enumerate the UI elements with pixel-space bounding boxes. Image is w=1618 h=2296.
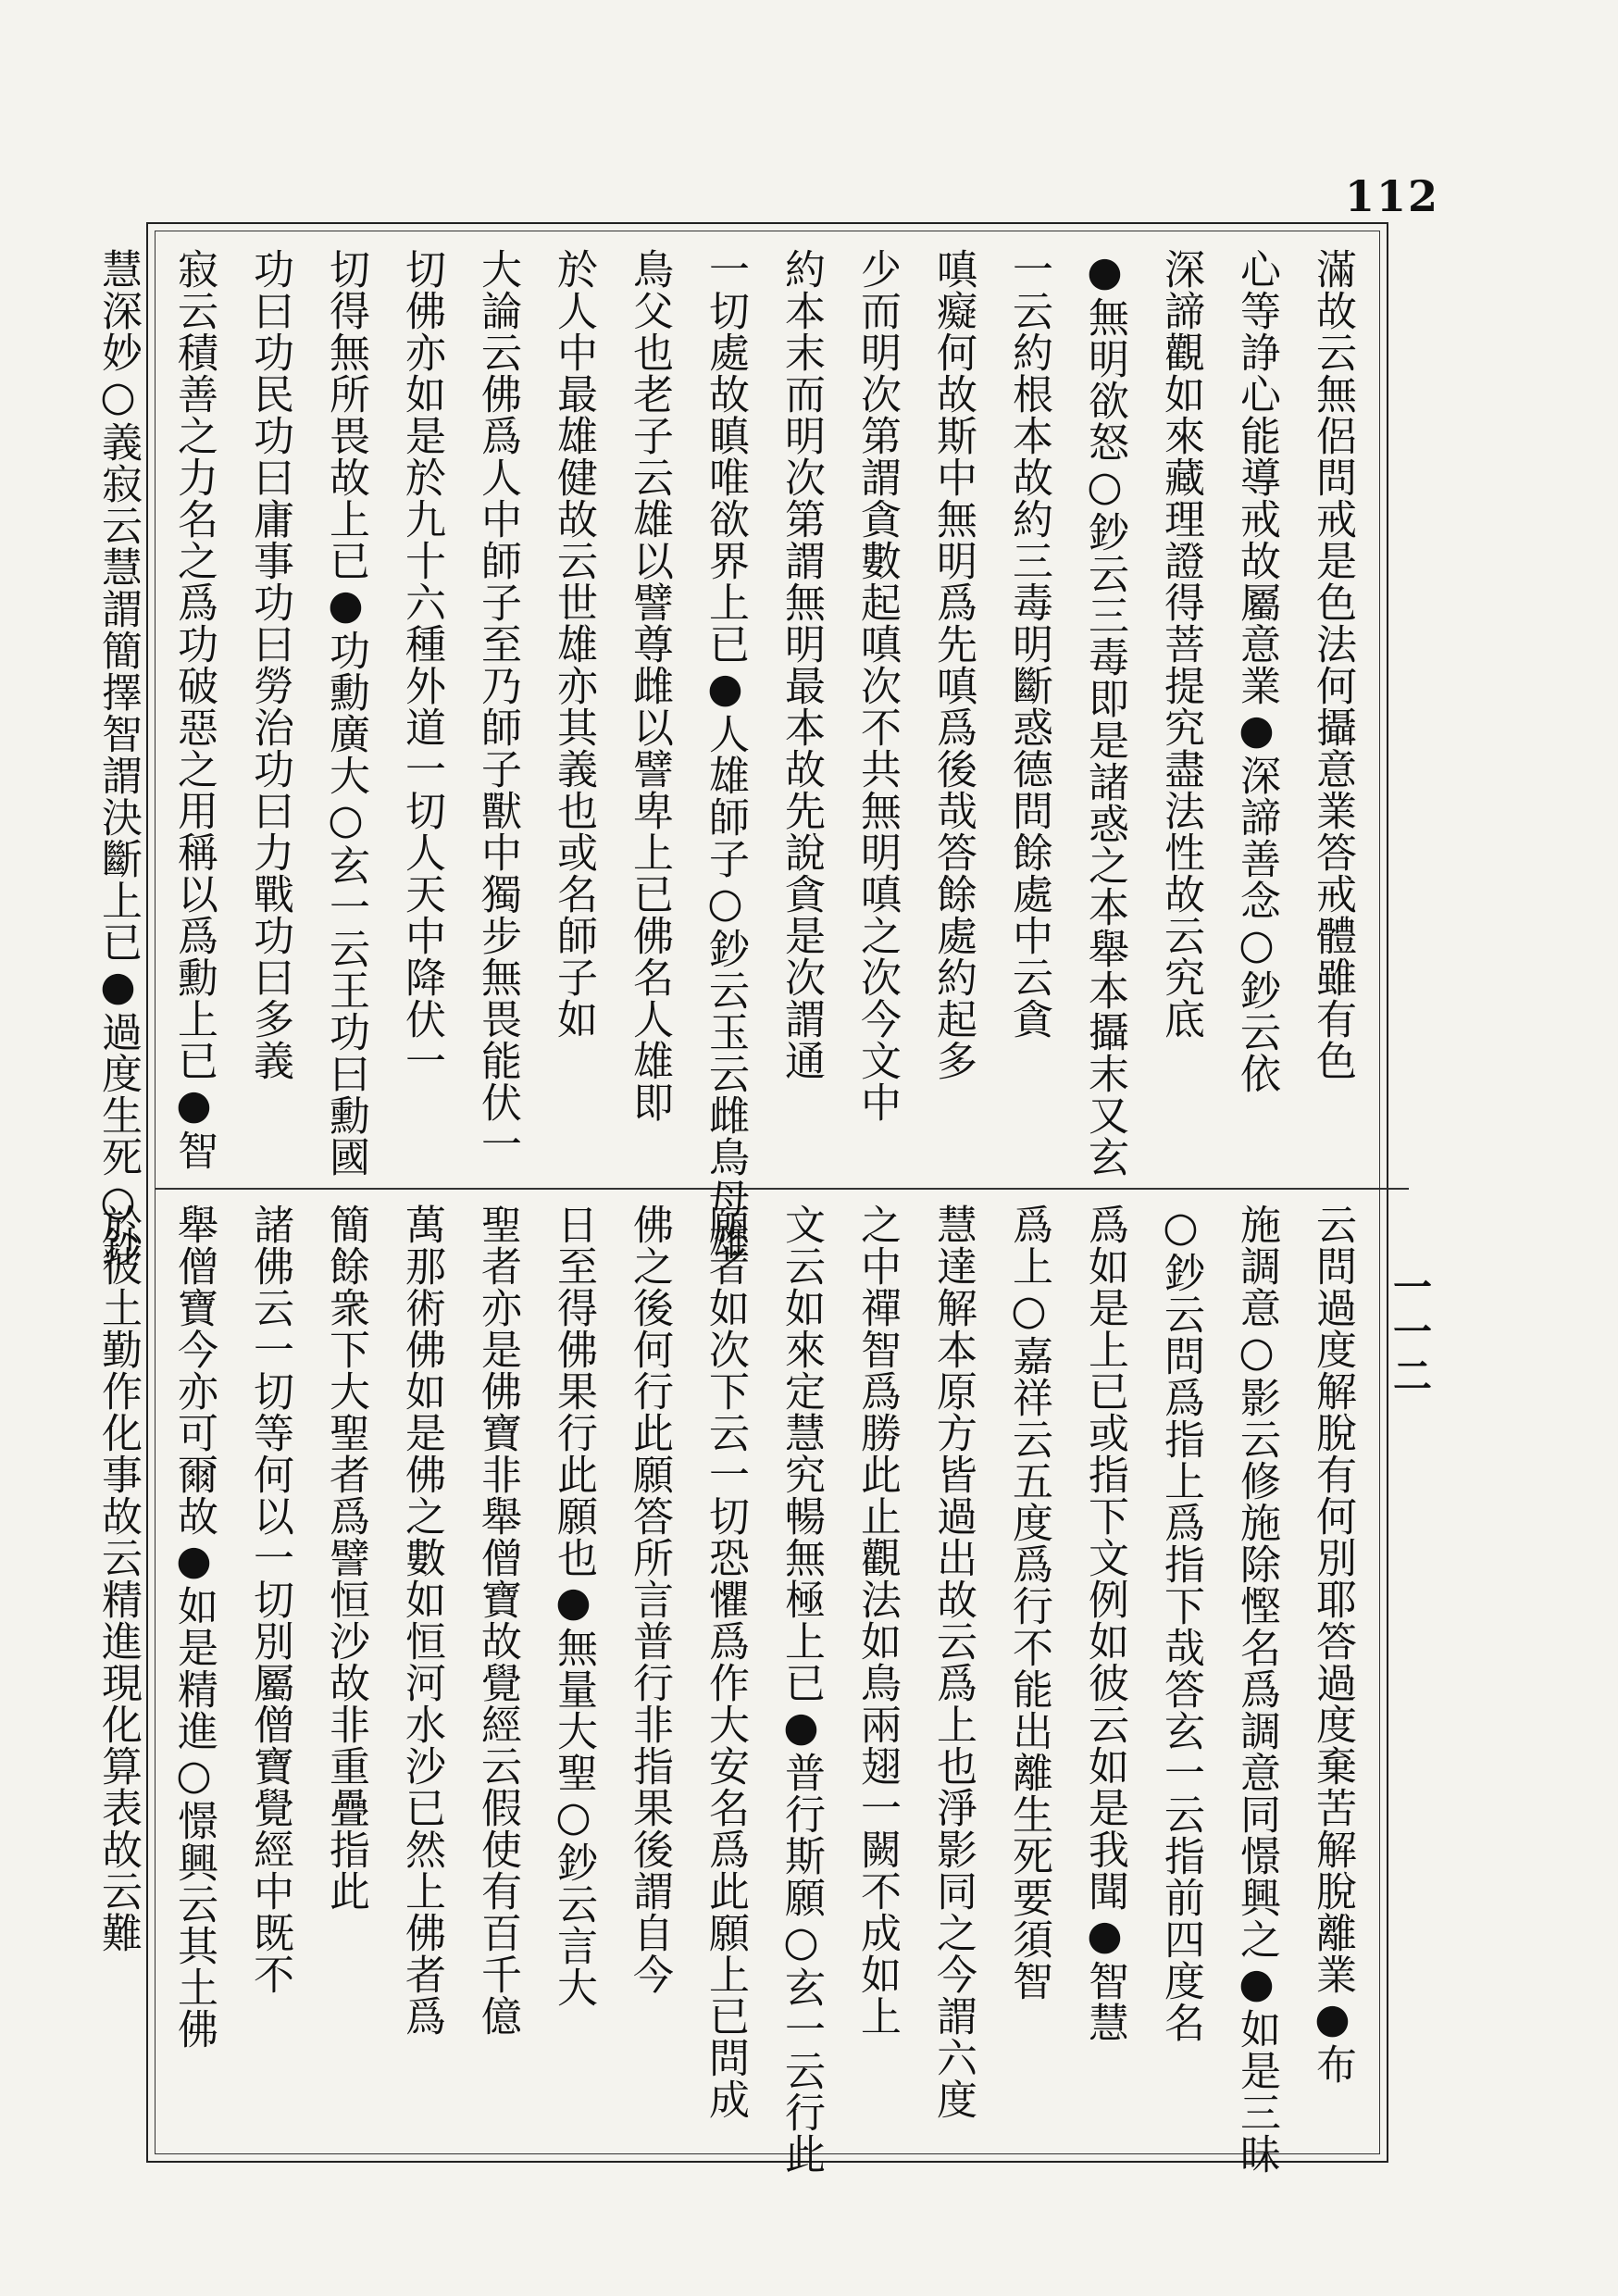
text-column: ●無明欲怒○鈔云三毒即是諸惑之本舉本攝末又玄 [1081,248,1128,1178]
text-column: 深諦觀如來藏理證得菩提究盡法性故云究底 [1157,248,1204,1040]
text-column: 心等諍心能導戒故屬意業●深諦善念○鈔云依 [1233,248,1280,1094]
text-column: 一切處故瞋唯欲界上已●人雄師子○鈔云玉云雌鳥母雄 [702,248,749,1261]
text-column: 鳥父也老子云雄以譬尊雌以譬卑上已佛名人雄即 [626,248,673,1123]
text-column: 嗔癡何故斯中無明爲先嗔爲後哉答餘處約起多 [929,248,977,1081]
text-column: 於彼土勤作化事故云精進現化算表故云難 [94,1204,142,1953]
text-column: 於人中最雄健故云世雄亦其義也或名師子如 [550,248,597,1040]
text-column: 慧達解本原方皆過出故云爲上也淨影同之今謂六度 [929,1204,977,2120]
text-column: 功曰功民功曰庸事功曰勞治功曰力戰功曰多義 [246,248,293,1081]
text-column: 之中禪智爲勝此止觀法如鳥兩翅一闕不成如上 [853,1204,901,2037]
text-column: 約本末而明次第謂無明最本故先說貪是次謂通 [778,248,825,1081]
text-column: 萬那術佛如是佛之數如恒河水沙已然上佛者爲 [398,1204,445,2037]
page-number: 112 [1344,171,1439,221]
text-column: 聖者亦是佛寶非舉僧寶故覺經云假使有百千億 [474,1204,521,2037]
text-column: 爲上○嘉祥云五度爲行不能出離生死要須智 [1005,1204,1052,2002]
text-column: 施調意○影云修施除慳名爲調意同憬興之●如是三昧 [1233,1204,1280,2175]
text-column: 簡餘衆下大聖者爲譬恒沙故非重疊指此 [322,1204,369,1912]
text-column: 滿故云無侶問戒是色法何攝意業答戒體雖有色 [1309,248,1356,1081]
text-column: 舉僧寶今亦可爾故●如是精進○憬興云其土佛 [170,1204,218,2050]
upper-text-block [94,248,1370,1267]
text-column: 佛之後何行此願答所言普行非指果後謂自今 [626,1204,673,1995]
text-column: 寂云積善之力名之爲功破惡之用稱以爲勳上已●智 [170,248,218,1171]
text-column: 云問過度解脫有何別耶答過度棄苦解脫離業●布 [1309,1204,1356,2085]
text-column: 文云如來定慧究暢無極上已●普行斯願○玄一云行此 [778,1204,825,2175]
text-column: 願者如次下云一切恐懼爲作大安名爲此願上已問成 [702,1204,749,2120]
text-column: 切得無所畏故上已●功勳廣大○玄一云王功曰勳國 [322,248,369,1178]
text-column: 爲如是上已或指下文例如彼云如是我聞●智慧 [1081,1204,1128,2043]
text-column: 日至得佛果行此願也●無量大聖○鈔云言大 [550,1204,597,2008]
side-page-label: 一一二 [1388,1267,1433,1400]
text-column: 一云約根本故約三毒明斷惑德問餘處中云貪 [1005,248,1052,1040]
text-column: 少而明次第謂貪數起嗔次不共無明嗔之次今文中 [853,248,901,1123]
section-divider [155,1188,1409,1190]
text-column: ○鈔云問爲指上爲指下哉答玄一云指前四度名 [1157,1204,1204,2043]
text-column: 切佛亦如是於九十六種外道一切人天中降伏一 [398,248,445,1081]
text-column: 慧深妙○義寂云慧謂簡擇智謂決斷上已●過度生死○鈔 [94,248,142,1267]
text-column: 大論云佛爲人中師子至乃師子獸中獨步無畏能伏一 [474,248,521,1165]
text-column: 諸佛云一切等何以一切別屬僧寶覺經中既不 [246,1204,293,1995]
lower-text-block [94,1204,1370,2175]
